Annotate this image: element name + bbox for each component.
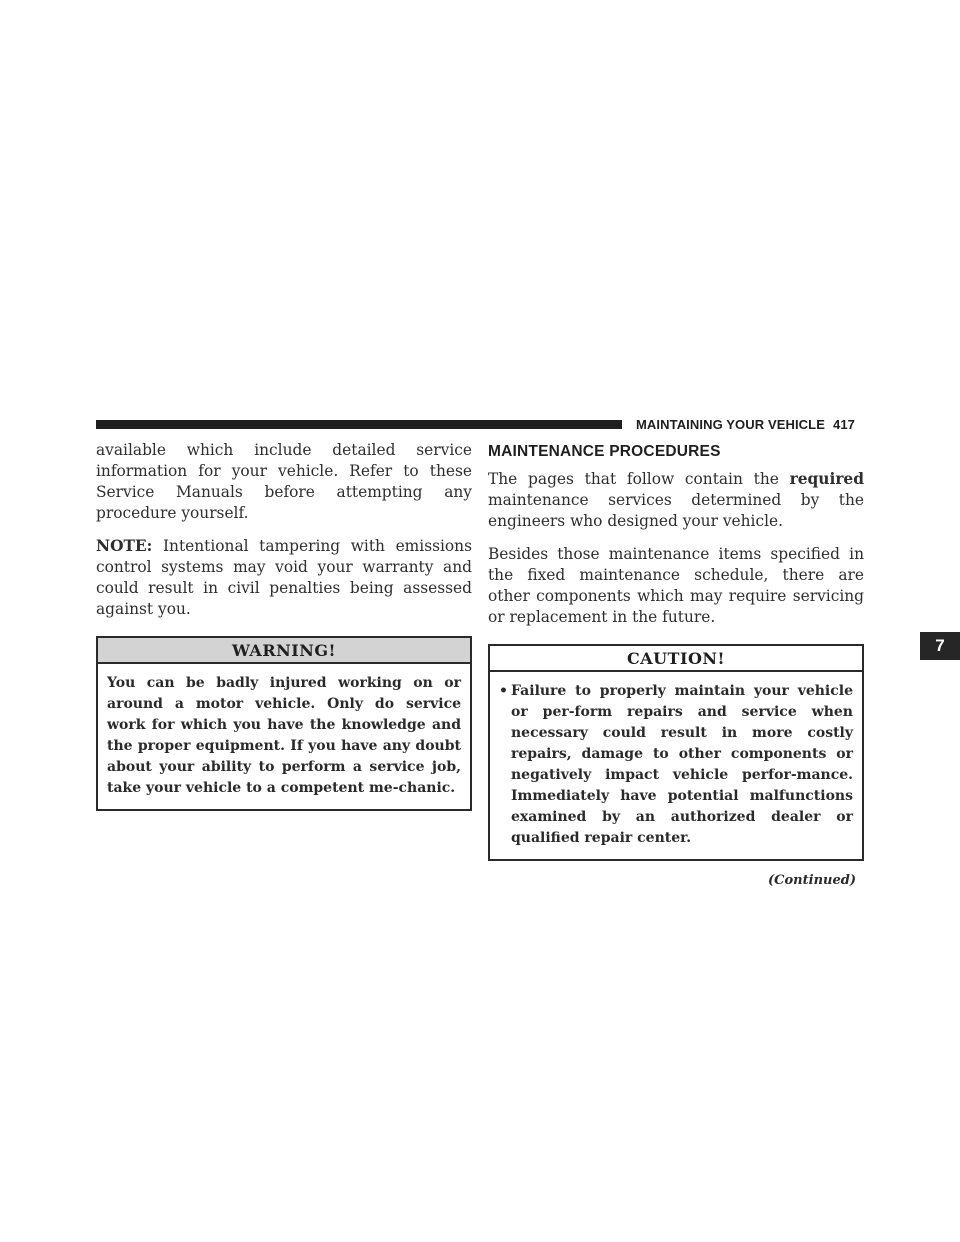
chapter-tab: 7: [920, 632, 960, 660]
caution-title: CAUTION!: [490, 646, 862, 672]
caution-body: [490, 672, 862, 859]
left-column: [96, 440, 472, 811]
warning-box: [96, 636, 472, 811]
section-title: MAINTAINING YOUR VEHICLE: [636, 417, 825, 432]
right-column: [488, 440, 864, 888]
procedures-paragraph: [488, 469, 864, 532]
procedures-text-end: maintenance services determined by the engineers who designed your vehicle.: [488, 491, 864, 530]
bullet-dot: •: [499, 683, 508, 699]
components-paragraph: Besides those maintenance items specified in the fixed maintenance schedule, there are other components which may require servicing or replacement in the future.: [488, 545, 864, 626]
procedures-text-start: The pages that follow contain the: [488, 470, 790, 488]
caution-bullet-text: Failure to properly maintain your vehicle or per-form repairs and service when necessary could result in more costly repairs, damage to other components or negatively impact vehicle perfor-mance. Immediately have potential malfunctions examined by an authorized dealer or qualified repair center.: [511, 683, 853, 846]
required-emphasis: required: [789, 470, 864, 488]
note-paragraph: [96, 536, 472, 620]
continued-label: (Continued): [768, 873, 856, 888]
section-heading: MAINTENANCE PROCEDURES: [488, 443, 721, 460]
caution-box: [488, 644, 864, 861]
warning-body: You can be badly injured working on or around a motor vehicle. Only do service work for which you have the knowledge and the proper equipment. If you have any doubt about your ability to perform a service job, take your vehicle to a competent me-chanic.: [107, 675, 461, 796]
note-label: NOTE:: [96, 537, 153, 555]
header-rule: [96, 420, 622, 429]
page-number: 417: [832, 417, 855, 432]
warning-title: WARNING!: [98, 638, 470, 664]
note-text: Intentional tampering with emissions control systems may void your warranty and could result in civil penalties being assessed against you.: [96, 537, 472, 618]
caution-bullet: [499, 681, 853, 849]
intro-paragraph: available which include detailed service information for your vehicle. Refer to these Service Manuals before attempting any procedure yourself.: [96, 441, 472, 522]
running-header: [636, 417, 855, 432]
